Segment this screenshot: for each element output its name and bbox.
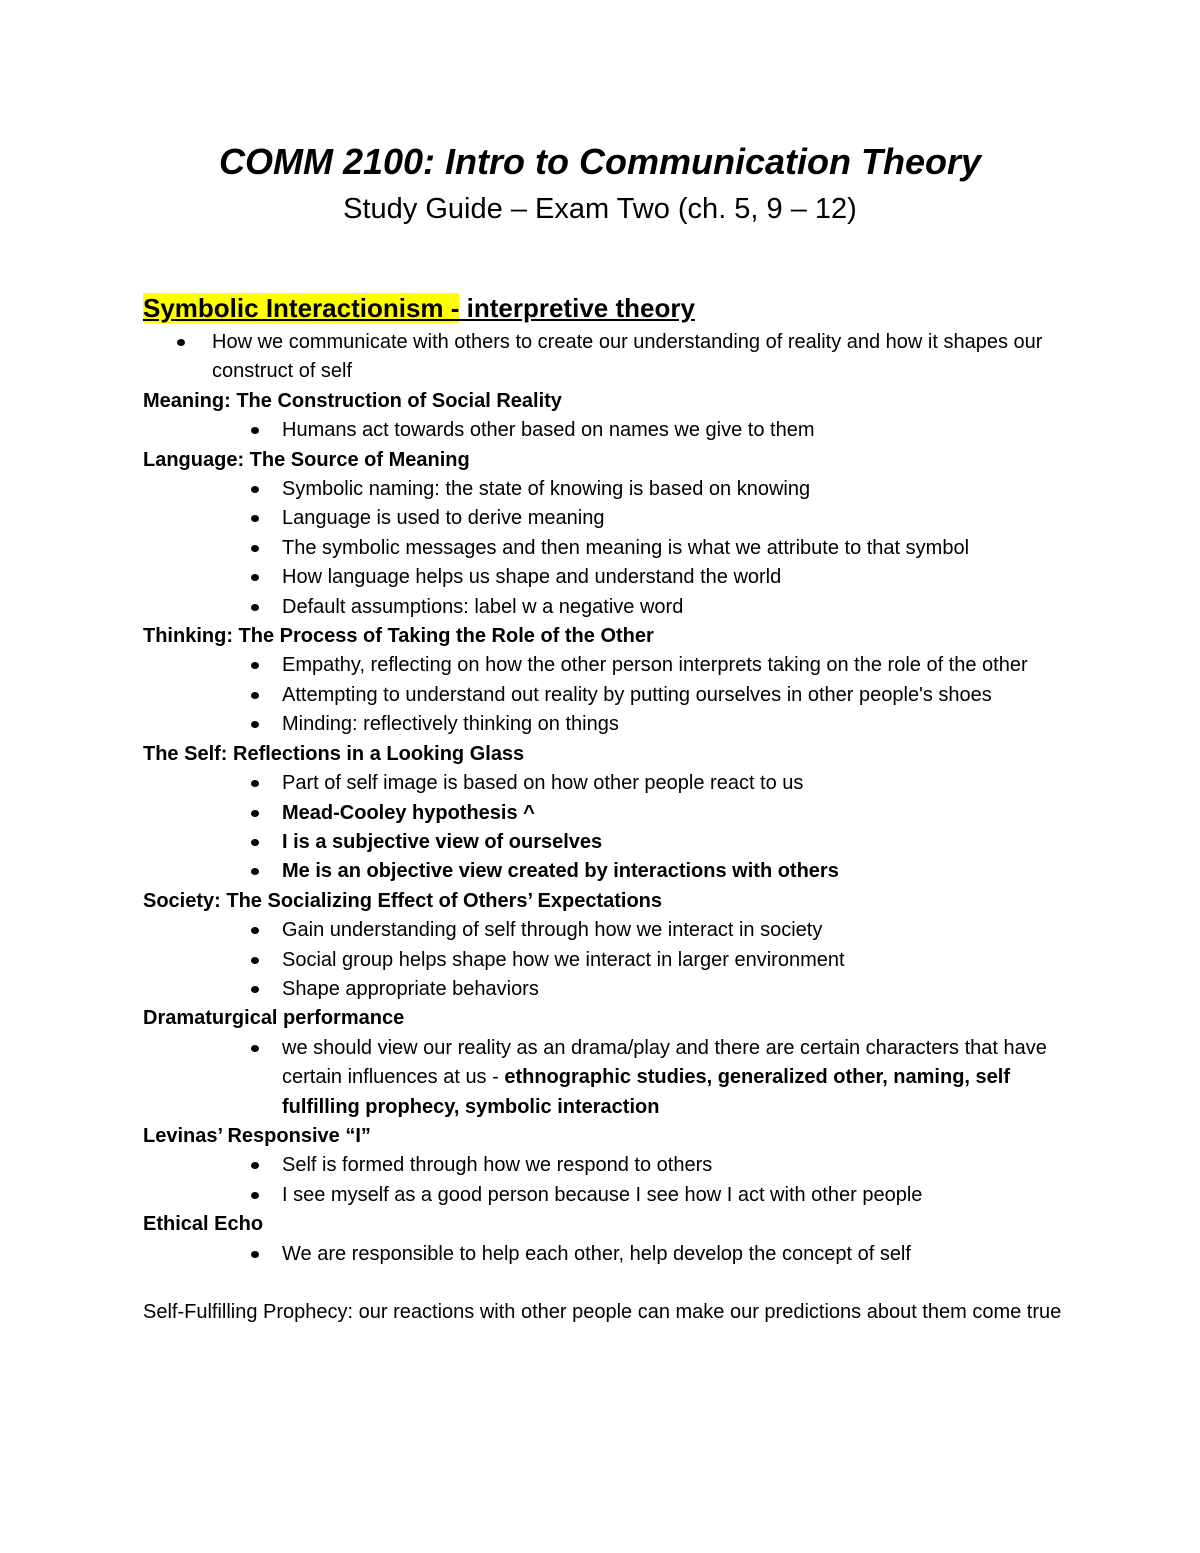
self-heading: The Self: Reflections in a Looking Glass — [143, 742, 525, 765]
list-item: Social group helps shape how we interact in larger environment — [143, 946, 1073, 975]
list-item: How language helps us shape and understand the world — [143, 563, 1073, 592]
list-item: Attempting to understand out reality by putting ourselves in other people's shoes — [143, 681, 1073, 710]
list-item-bold: Mead-Cooley hypothesis ^ — [143, 799, 1073, 828]
list-item: Minding: reflectively thinking on things — [143, 710, 1073, 739]
intro-bullet: How we communicate with others to create our understanding of reality and how it shapes our construct of self — [143, 328, 1073, 387]
page-subtitle: Study Guide – Exam Two (ch. 5, 9 – 12) — [343, 193, 857, 225]
list-item: Language is used to derive meaning — [143, 504, 1073, 533]
section-heading-highlighted: Symbolic Interactionism - — [143, 293, 460, 323]
list-item: The symbolic messages and then meaning is what we attribute to that symbol — [143, 534, 1073, 563]
spacer — [143, 1269, 1073, 1298]
document-body — [143, 290, 1073, 1327]
levinas-heading: Levinas’ Responsive “I” — [143, 1124, 371, 1147]
list-item: Empathy, reflecting on how the other person interprets taking on the role of the other — [143, 651, 1073, 680]
list-item: Shape appropriate behaviors — [143, 975, 1073, 1004]
list-item: I see myself as a good person because I see how I act with other people — [143, 1181, 1073, 1210]
list-item-bold: I is a subjective view of ourselves — [143, 828, 1073, 857]
meaning-heading: Meaning: The Construction of Social Reality — [143, 389, 562, 412]
section-heading — [143, 290, 1073, 326]
list-item: Part of self image is based on how other people react to us — [143, 769, 1073, 798]
society-heading: Society: The Socializing Effect of Others’ Expectations — [143, 889, 663, 912]
ethical-echo-heading: Ethical Echo — [143, 1213, 264, 1236]
language-heading: Language: The Source of Meaning — [143, 448, 470, 471]
list-item — [143, 1034, 1073, 1122]
section-heading-rest: interpretive theory — [459, 293, 695, 323]
dramaturgical-heading: Dramaturgical performance — [143, 1007, 405, 1030]
page-title: COMM 2100: Intro to Communication Theory — [218, 141, 982, 182]
thinking-heading: Thinking: The Process of Taking the Role of the Other — [143, 625, 654, 648]
list-item: We are responsible to help each other, help develop the concept of self — [143, 1240, 1073, 1269]
closing-paragraph: Self-Fulfilling Prophecy: our reactions with other people can make our predictions about them come true — [143, 1301, 1062, 1323]
list-item: Default assumptions: label w a negative word — [143, 593, 1073, 622]
list-item-bold: Me is an objective view created by interactions with others — [143, 857, 1073, 886]
dramaturgical-bold-text: ethnographic studies, generalized other, naming, self fulfilling prophecy, symbolic interaction — [282, 1066, 1010, 1118]
list-item: Gain understanding of self through how we interact in society — [143, 916, 1073, 945]
list-item: Symbolic naming: the state of knowing is based on knowing — [143, 475, 1073, 504]
list-item: Self is formed through how we respond to others — [143, 1151, 1073, 1180]
list-item: Humans act towards other based on names we give to them — [143, 416, 1073, 445]
dramaturgical-text: we should view our reality as an drama/play and there are certain characters that have certain influences at us - — [282, 1036, 1047, 1089]
